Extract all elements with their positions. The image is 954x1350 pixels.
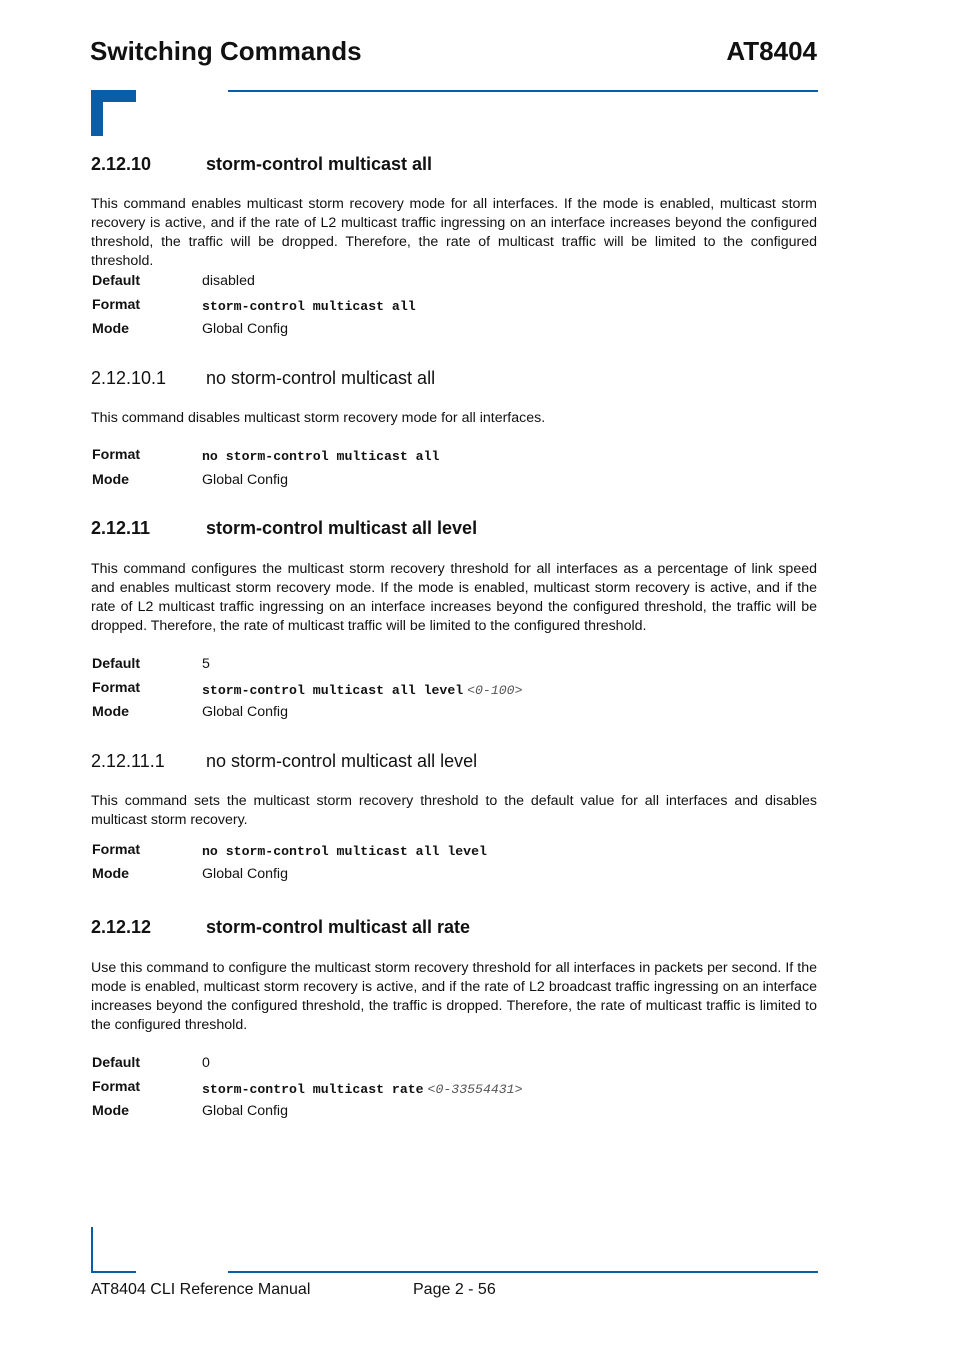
- format-label: Format: [92, 680, 141, 696]
- mode-value: Global Config: [202, 704, 288, 720]
- section-number: 2.12.10: [91, 154, 152, 174]
- mode-label: Mode: [92, 1103, 130, 1119]
- format-value-line: [202, 682, 523, 698]
- format-argument: <0-33554431>: [427, 1082, 523, 1097]
- section-heading-2-12-12: [91, 917, 470, 938]
- footer-page-number: Page 2 - 56: [413, 1281, 496, 1298]
- format-label: Format: [92, 447, 141, 463]
- mode-value: Global Config: [202, 1103, 288, 1119]
- default-label: Default: [92, 656, 141, 672]
- section-body: Use this command to configure the multicast storm recovery threshold for all interfaces in packets per second. If the mode is enabled, multicast storm recovery is active, and if the rate of L2 broadcast traffic ingressing on an interface increases beyond the configured threshold, the traffic is dropped. Therefore, the rate of multicast traffic is limited to the configured threshold.: [91, 960, 817, 1033]
- subsection-heading-2-12-10-1: [91, 368, 435, 389]
- format-command: storm-control multicast all level: [202, 683, 464, 698]
- format-label: Format: [92, 842, 141, 858]
- default-label: Default: [92, 273, 141, 289]
- format-value: no storm-control multicast all: [202, 449, 440, 464]
- section-title: storm-control multicast all level: [206, 518, 478, 538]
- section-title: storm-control multicast all: [206, 154, 433, 174]
- format-value: storm-control multicast all: [202, 299, 416, 314]
- section-body: This command disables multicast storm recovery mode for all interfaces.: [91, 410, 546, 426]
- footer-manual-title: AT8404 CLI Reference Manual: [91, 1281, 311, 1298]
- format-label: Format: [92, 297, 141, 313]
- section-title: no storm-control multicast all: [206, 368, 436, 388]
- section-number: 2.12.12: [91, 917, 152, 937]
- default-value: disabled: [202, 273, 255, 289]
- section-number: 2.12.10.1: [91, 368, 167, 388]
- corner-mark-top: [91, 90, 136, 136]
- section-title: no storm-control multicast all level: [206, 751, 478, 771]
- format-command: storm-control multicast rate: [202, 1082, 424, 1097]
- mode-value: Global Config: [202, 321, 288, 337]
- section-body: This command configures the multicast storm recovery threshold for all interfaces as a percentage of link speed and enables multicast storm recovery mode. If the mode is enabled, multicast storm recovery is active, and if the rate of L2 multicast traffic ingressing on an interface increases beyond the configured threshold, the traffic will be dropped. Therefore, the rate of multicast traffic will be limited to the configured threshold.: [91, 561, 817, 634]
- header-left-title: Switching Commands: [90, 36, 362, 66]
- mode-value: Global Config: [202, 472, 288, 488]
- section-number: 2.12.11: [91, 518, 151, 538]
- corner-mark-bottom: [91, 1227, 136, 1273]
- section-title: storm-control multicast all rate: [206, 917, 471, 937]
- format-label: Format: [92, 1079, 141, 1095]
- header-right-title: AT8404: [726, 36, 817, 66]
- mode-label: Mode: [92, 472, 130, 488]
- format-value: no storm-control multicast all level: [202, 844, 487, 859]
- default-value: 5: [202, 656, 210, 672]
- format-argument: <0-100>: [467, 683, 523, 698]
- section-body: This command sets the multicast storm recovery threshold to the default value for all interfaces and disables multicast storm recovery.: [91, 793, 817, 828]
- mode-value: Global Config: [202, 866, 288, 882]
- mode-label: Mode: [92, 866, 130, 882]
- subsection-heading-2-12-11-1: [91, 751, 477, 772]
- mode-label: Mode: [92, 704, 130, 720]
- header-rule: [228, 90, 818, 92]
- section-number: 2.12.11.1: [91, 751, 165, 771]
- mode-label: Mode: [92, 321, 130, 337]
- default-value: 0: [202, 1055, 210, 1071]
- footer-rule: [228, 1271, 818, 1273]
- format-value-line: [202, 1081, 523, 1097]
- section-heading-2-12-11: [91, 518, 477, 539]
- section-heading-2-12-10: [91, 154, 432, 175]
- section-body: This command enables multicast storm recovery mode for all interfaces. If the mode is enabled, multicast storm recovery is active, and if the rate of L2 multicast traffic ingressing on an interface increases beyond the configured threshold, the traffic will be dropped. Therefore, the rate of multicast traffic will be limited to the configured threshold.: [91, 196, 817, 269]
- default-label: Default: [92, 1055, 141, 1071]
